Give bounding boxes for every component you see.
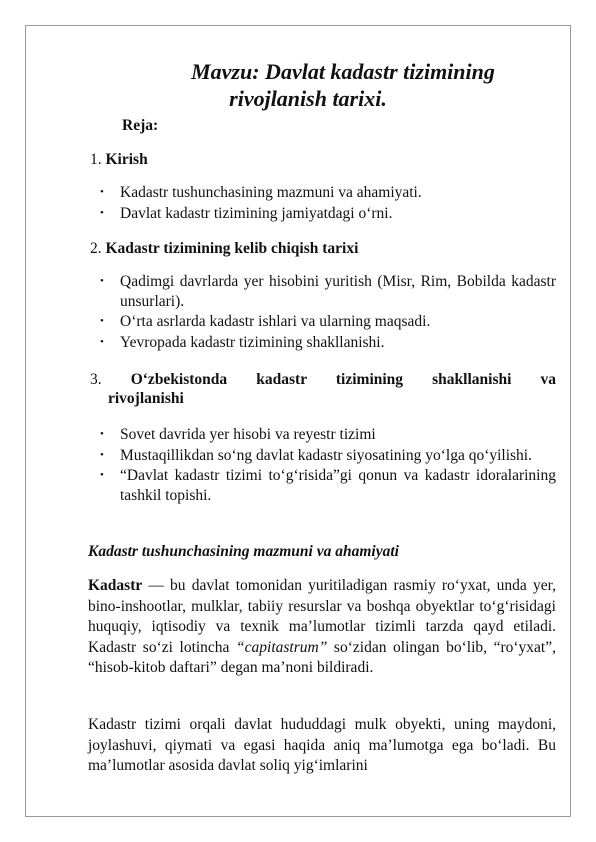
section-title: Kirish [105, 151, 148, 168]
list-item: • Yevropada kadastr tizimining shakllanishi. [100, 333, 556, 353]
section-2-heading [90, 239, 358, 259]
section-number: 2. [90, 240, 102, 257]
section-3-heading [90, 370, 556, 390]
list-item: • Qadimgi davrlarda yer hisobini yuritish (Misr, Rim, Bobilda kadastr unsurlari). [100, 272, 556, 311]
list-item: • “Davlat kadastr tizimi to‘g‘risida”gi qonun va kadastr idoralarining tashkil topishi. [100, 466, 556, 505]
section-number: 3. [90, 371, 102, 388]
latin-term: “capitastrum” [236, 638, 328, 656]
plan-label: Reja: [122, 117, 159, 134]
title-line-2: rivojlanish tarixi. [229, 86, 387, 111]
list-item: • Kadastr tushunchasining mazmuni va ahamiyati. [100, 183, 556, 203]
document-title [60, 58, 556, 112]
title-line-1: Mavzu: Davlat kadastr tizimining [191, 59, 495, 84]
section-1-list [100, 183, 556, 224]
paragraph-1 [88, 576, 556, 679]
list-item: • O‘rta asrlarda kadastr ishlari va ularning maqsadi. [100, 312, 556, 332]
list-item: • Mustaqillikdan so‘ng davlat kadastr siyosatining yo‘lga qo‘yilishi. [100, 446, 556, 466]
section-1-heading [90, 150, 148, 170]
paragraph-1-text-a: — bu davlat tomonidan yuritiladigan rasmiy ro‘yxat, unda yer, bino-inshootlar, mulklar, tabiiy resurslar va boshqa obyektlar to‘g‘risidagi huquqiy, iqtisodiy va texnik ma’lumotlar tizimli tarzda qayd etiladi. Kadastr so‘zi lotincha [88, 577, 556, 656]
section-3-list [100, 425, 556, 506]
section-title-line-2: rivojlanishi [108, 390, 184, 407]
term-kadastr: Kadastr [88, 577, 143, 594]
list-item: • Davlat kadastr tizimining jamiyatdagi o‘rni. [100, 204, 556, 224]
section-title: Kadastr tizimining kelib chiqish tarixi [105, 240, 359, 257]
subheading: Kadastr tushunchasining mazmuni va ahamiyati [88, 543, 399, 560]
paragraph-1-text-b: so‘zidan olingan bo‘lib, “ro‘yxat”, “hisob-kitob daftari” degan ma’noni bildiradi. [88, 638, 556, 676]
paragraph-2: Kadastr tizimi orqali davlat hududdagi mulk obyekti, uning maydoni, joylashuvi, qiymati va egasi haqida aniq ma’lumotga ega bo‘ladi. Bu ma’lumotlar asosida davlat soliq yig‘imlarini [88, 716, 556, 774]
section-title-line-1: O‘zbekistonda kadastr tizimining shakllanishi va [130, 371, 557, 388]
page-border [25, 25, 571, 817]
section-number: 1. [90, 151, 102, 168]
list-item: • Sovet davrida yer hisobi va reyestr tizimi [100, 425, 556, 445]
section-2-list [100, 272, 556, 353]
